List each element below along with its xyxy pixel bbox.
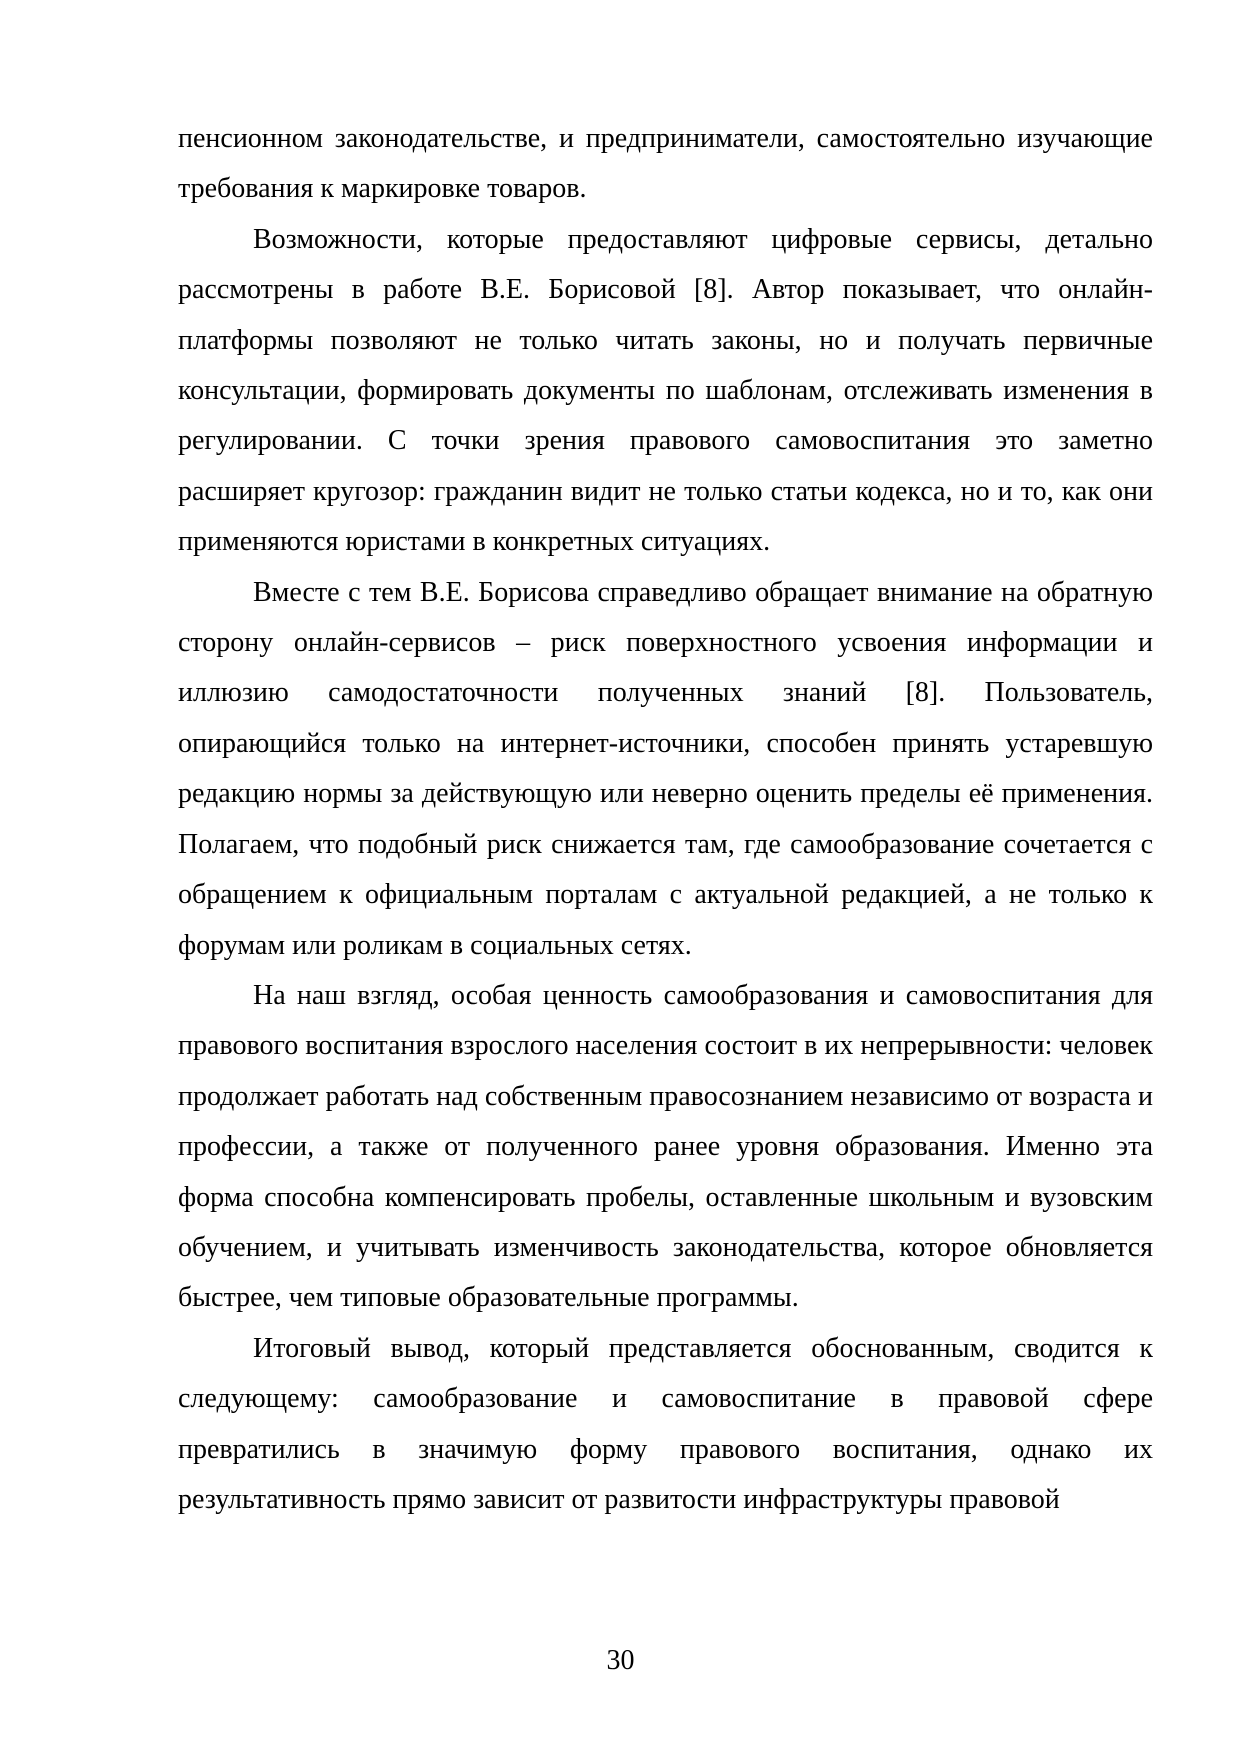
paragraph-continuity-value: На наш взгляд, особая ценность самообразования и самовоспитания для правового воспитания взрослого населения состоит в их непрерывности: человек продолжает работать над собственным правосознанием независимо от возраста и профессии, а также от полученного ранее уровня образования. Именно эта форма способна компенсировать пробелы, оставленные школьным и вузовским обучением, и учитывать изменчивость законодательства, которое обновляется быстрее, чем типовые образовательные программы. — [178, 979, 1153, 1314]
paragraph-online-risks: Вместе с тем В.Е. Борисова справедливо обращает внимание на обратную сторону онлайн-сервисов – риск поверхностного усвоения информации и иллюзию самодостаточности полученных знаний [8]. Пользователь, опирающийся только на интернет-источники, способен принять устаревшую редакцию нормы за действующую или неверно оценить пределы её применения. Полагаем, что подобный риск снижается там, где самообразование сочетается с обращением к официальным порталам с актуальной редакцией, а не только к форумам или роликам в социальных сетях. — [178, 576, 1153, 961]
paragraph-final-conclusion: Итоговый вывод, который представляется обоснованным, сводится к следующему: самообразование и самовоспитание в правовой сфере превратились в значимую форму правового воспитания, однако их результативность прямо зависит от развитости инфраструктуры правовой — [178, 1332, 1153, 1515]
page-number: 30 — [606, 1645, 635, 1676]
paragraph-digital-services: Возможности, которые предоставляют цифровые сервисы, детально рассмотрены в работе В.Е. Борисовой [8]. Автор показывает, что онлайн-платформы позволяют не только читать законы, но и получать первичные консультации, формировать документы по шаблонам, отслеживать изменения в регулировании. С точки зрения правового самовоспитания это заметно расширяет кругозор: гражданин видит не только статьи кодекса, но и то, как они применяются юристами в конкретных ситуациях. — [178, 223, 1153, 558]
paragraph-continuation: пенсионном законодательстве, и предприниматели, самостоятельно изучающие требования к маркировке товаров. — [178, 123, 1153, 205]
body-text — [178, 114, 1153, 1525]
